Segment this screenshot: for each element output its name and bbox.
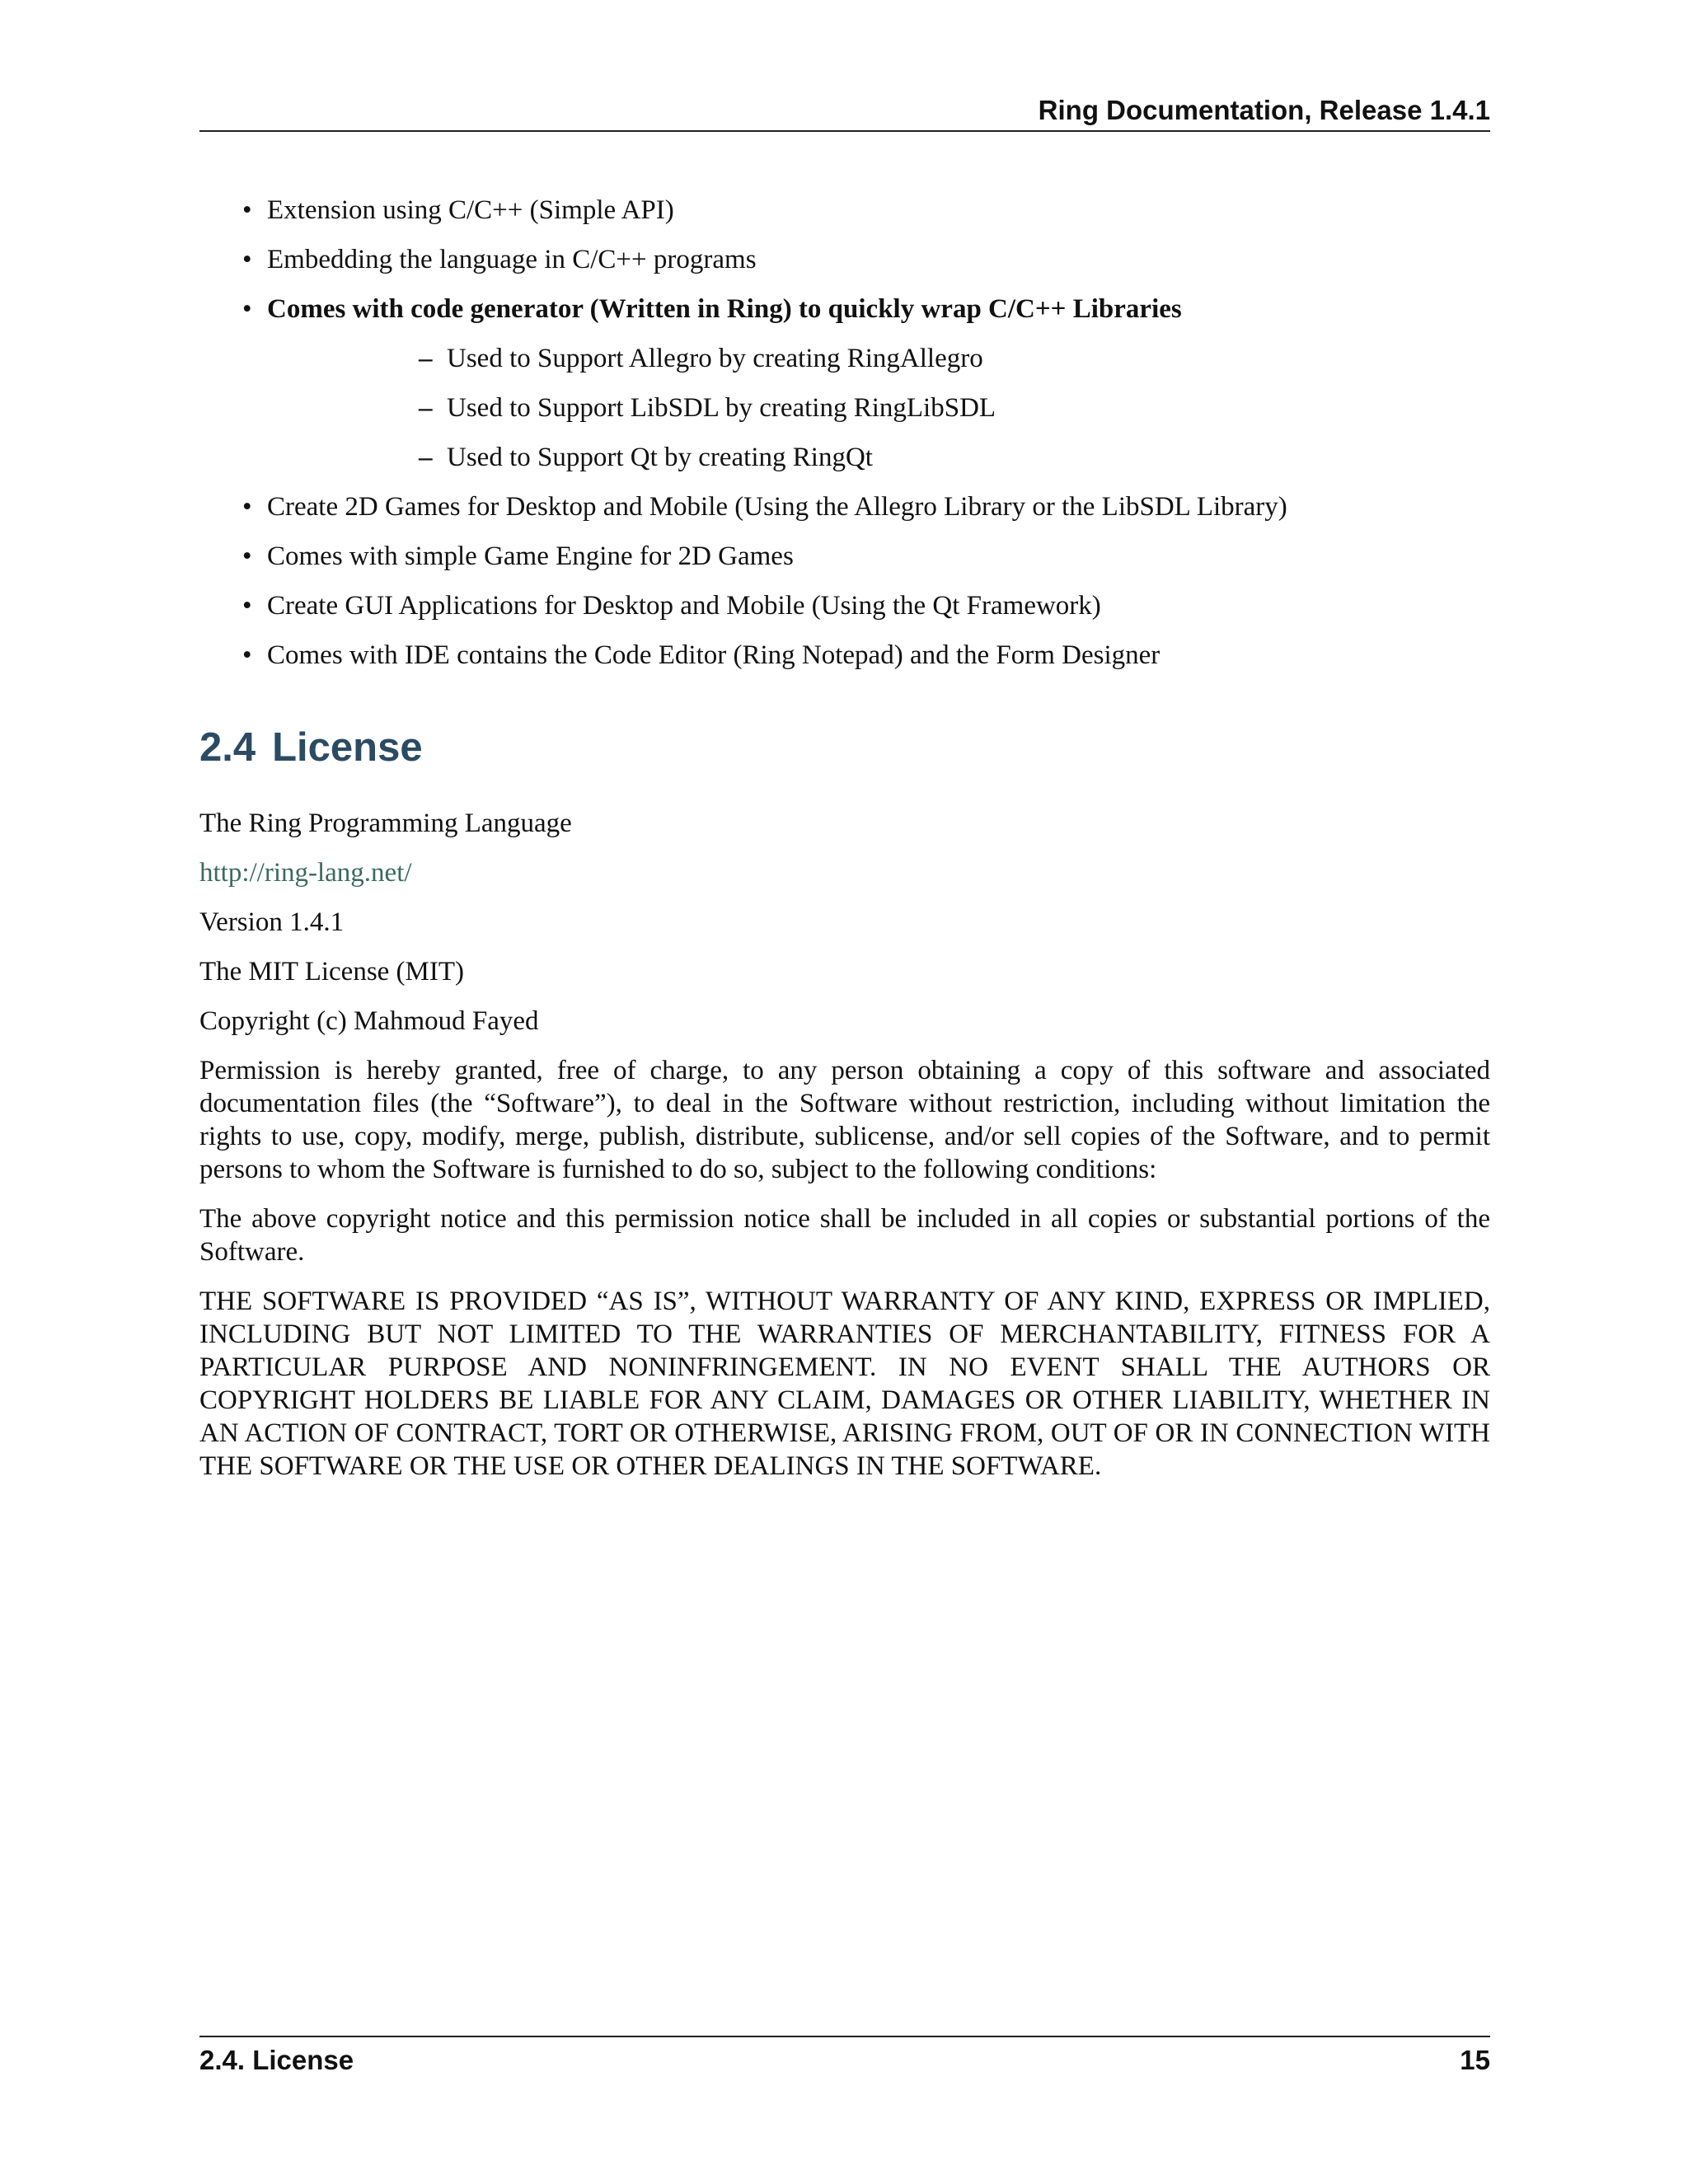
header-rule — [199, 130, 1490, 132]
list-item: • Create 2D Games for Desktop and Mobile (Using the Allegro Library or the LibSDL Library) — [242, 492, 1287, 522]
bullet-icon: • — [242, 245, 252, 274]
list-item: • Extension using C/C++ (Simple API) — [242, 195, 674, 225]
list-item: • Comes with IDE contains the Code Editor (Ring Notepad) and the Form Designer — [242, 640, 1160, 670]
sub-list-item: – Used to Support LibSDL by creating RingLibSDL — [419, 393, 996, 423]
footer-section: 2.4. License — [199, 2045, 354, 2075]
bullet-icon: • — [242, 492, 252, 522]
license-type: The MIT License (MIT) — [199, 957, 465, 987]
bullet-icon: • — [242, 294, 252, 324]
footer-rule — [199, 2036, 1490, 2037]
list-item: • Comes with code generator (Written in Ring) to quickly wrap C/C++ Libraries – Used to Support Allegro by creating RingAllegro – Used to Support LibSDL by creating RingLibSDL – Used to Support Qt by creating RingQt — [199, 293, 1490, 474]
list-item: • Create GUI Applications for Desktop and Mobile (Using the Qt Framework) — [242, 591, 1101, 621]
website-link[interactable]: http://ring-lang.net/ — [199, 858, 412, 888]
dash-icon: – — [419, 393, 433, 423]
bullet-icon: • — [242, 591, 252, 621]
bullet-icon: • — [242, 640, 252, 670]
sub-list — [267, 342, 1490, 474]
disclaimer-paragraph: THE SOFTWARE IS PROVIDED “AS IS”, WITHOUT WARRANTY OF ANY KIND, EXPRESS OR IMPLIED, INCLUDING BUT NOT LIMITED TO THE WARRANTIES OF MERCHANTABILITY, FITNESS FOR A PARTICULAR PURPOSE AND NONINFRINGEMENT. IN NO EVENT SHALL THE AUTHORS OR COPYRIGHT HOLDERS BE LIABLE FOR ANY CLAIM, DAMAGES OR OTHER LIABILITY, WHETHER IN AN ACTION OF CONTRACT, TORT OR OTHERWISE, ARISING FROM, OUT OF OR IN CONNECTION WITH THE SOFTWARE OR THE USE OR OTHER DEALINGS IN THE SOFTWARE. — [199, 1286, 1490, 1481]
sub-list-item: – Used to Support Allegro by creating RingAllegro — [419, 344, 983, 373]
permission-paragraph: Permission is hereby granted, free of charge, to any person obtaining a copy of this software and associated documentation files (the “Software”), to deal in the Software without restriction, including without limitation the rights to use, copy, modify, merge, publish, distribute, sublicense, and/or sell copies of the Software, and to permit persons to whom the Software is furnished to do so, subject to the following conditions: — [199, 1056, 1490, 1184]
page-content — [199, 194, 1490, 1499]
document-page — [199, 0, 1490, 2184]
bullet-icon: • — [242, 195, 252, 225]
section-title: License — [272, 725, 423, 770]
page-number: 15 — [1460, 2045, 1490, 2075]
dash-icon: – — [419, 344, 433, 373]
license-version: Version 1.4.1 — [199, 907, 345, 937]
running-header: Ring Documentation, Release 1.4.1 — [1038, 95, 1490, 125]
section-number: 2.4 — [199, 725, 256, 770]
dash-icon: – — [419, 443, 433, 472]
sub-list-item: – Used to Support Qt by creating RingQt — [419, 443, 873, 472]
bullet-icon: • — [242, 541, 252, 571]
feature-list — [199, 194, 1490, 672]
license-product-name: The Ring Programming Language — [199, 808, 572, 838]
notice-paragraph: The above copyright notice and this permission notice shall be included in all copies or substantial portions of the Software. — [199, 1204, 1490, 1267]
copyright-line: Copyright (c) Mahmoud Fayed — [199, 1006, 539, 1036]
list-item: • Embedding the language in C/C++ programs — [242, 245, 757, 274]
list-item: • Comes with simple Game Engine for 2D Games — [242, 541, 794, 571]
section-heading — [199, 723, 1490, 772]
